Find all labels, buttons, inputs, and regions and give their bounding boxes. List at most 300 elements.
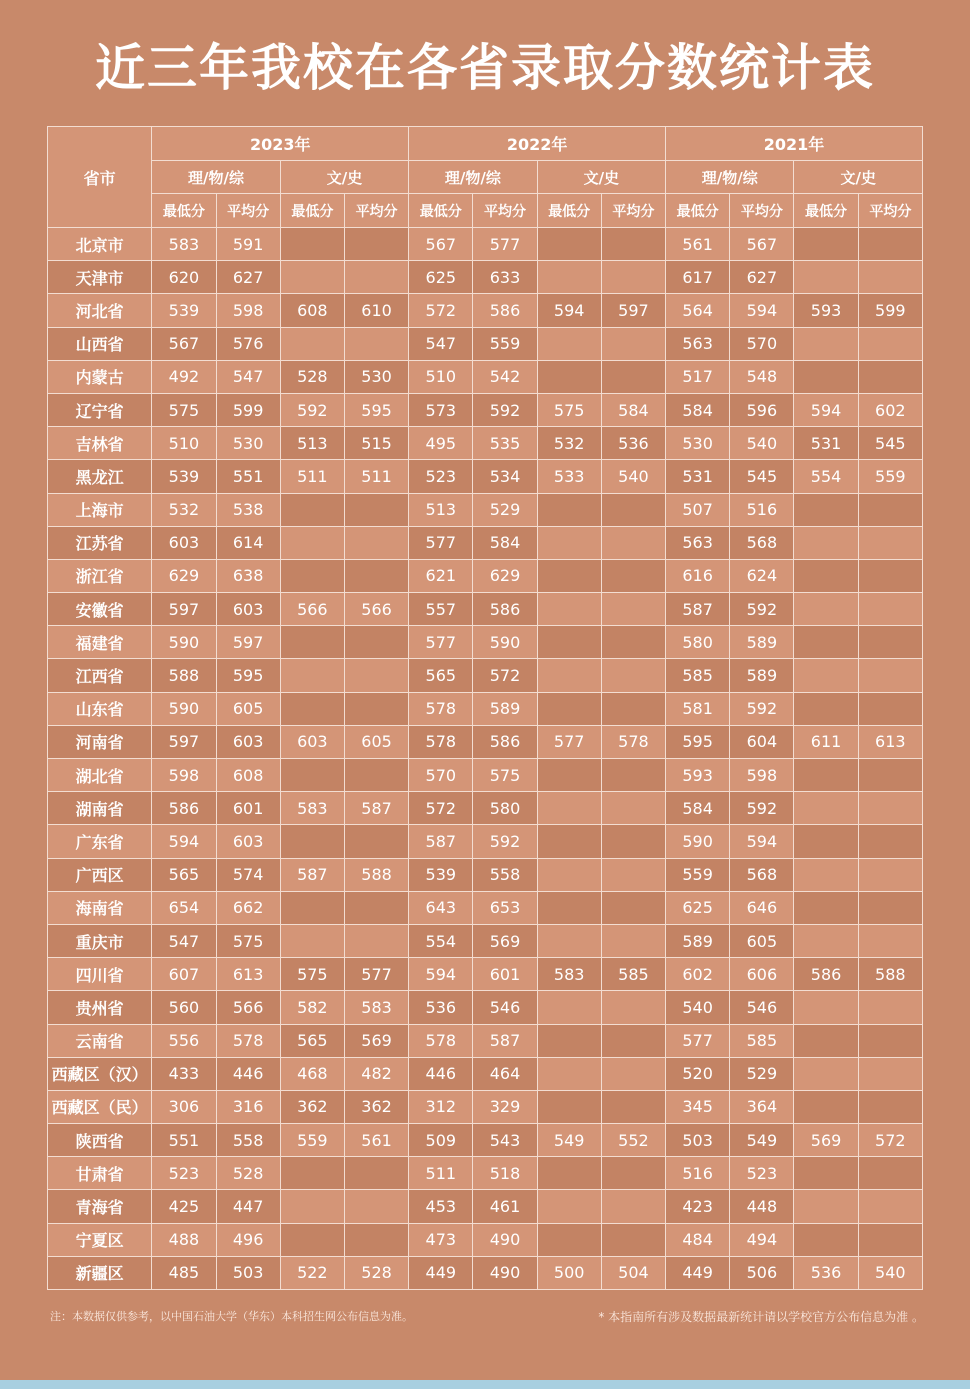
province-cell: 河北省 [48, 294, 152, 327]
min-score-cell: 611 [794, 725, 858, 758]
min-score-cell: 575 [152, 393, 216, 426]
min-score-cell: 567 [409, 228, 473, 261]
avg-score-cell: 447 [216, 1190, 280, 1223]
min-score-cell: 589 [666, 924, 730, 957]
avg-score-cell [601, 1090, 665, 1123]
min-score-cell [794, 626, 858, 659]
province-cell: 青海省 [48, 1190, 152, 1223]
avg-score-cell: 597 [216, 626, 280, 659]
min-score-cell: 561 [666, 228, 730, 261]
avg-score-cell: 585 [601, 958, 665, 991]
province-cell: 西藏区（汉） [48, 1057, 152, 1090]
min-score-cell: 577 [409, 626, 473, 659]
avg-score-cell: 627 [730, 261, 794, 294]
min-score-cell: 517 [666, 360, 730, 393]
min-score-cell: 532 [152, 493, 216, 526]
avg-score-cell: 529 [473, 493, 537, 526]
avg-score-cell: 490 [473, 1256, 537, 1289]
avg-score-cell: 662 [216, 891, 280, 924]
min-score-cell: 468 [280, 1057, 344, 1090]
avg-score-cell: 590 [473, 626, 537, 659]
avg-score-cell: 596 [730, 393, 794, 426]
avg-score-cell: 546 [473, 991, 537, 1024]
avg-score-cell: 494 [730, 1223, 794, 1256]
min-score-cell [280, 1223, 344, 1256]
min-score-cell: 425 [152, 1190, 216, 1223]
min-score-cell: 557 [409, 593, 473, 626]
min-score-cell: 587 [666, 593, 730, 626]
avg-score-cell: 561 [344, 1124, 408, 1157]
avg-score-cell: 511 [344, 460, 408, 493]
avg-score-cell: 586 [473, 725, 537, 758]
avg-score-cell: 577 [344, 958, 408, 991]
min-score-cell: 532 [537, 427, 601, 460]
min-score-cell [794, 559, 858, 592]
province-cell: 湖北省 [48, 759, 152, 792]
min-score-cell [280, 493, 344, 526]
province-cell: 内蒙古 [48, 360, 152, 393]
avg-score-cell: 586 [473, 593, 537, 626]
min-score-cell [794, 526, 858, 559]
avg-score-cell: 574 [216, 858, 280, 891]
avg-score-cell [858, 1024, 922, 1057]
min-score-cell: 547 [152, 924, 216, 957]
avg-score-cell: 547 [216, 360, 280, 393]
avg-score-cell: 592 [473, 825, 537, 858]
min-score-cell [280, 659, 344, 692]
min-score-cell: 625 [666, 891, 730, 924]
min-score-cell: 565 [409, 659, 473, 692]
avg-score-cell: 464 [473, 1057, 537, 1090]
min-score-cell: 516 [666, 1157, 730, 1190]
table-row [48, 228, 923, 261]
avg-score-cell [858, 1057, 922, 1090]
avg-score-cell [601, 593, 665, 626]
min-score-cell: 577 [409, 526, 473, 559]
table-row [48, 526, 923, 559]
min-score-cell: 362 [280, 1090, 344, 1123]
min-score-cell: 581 [666, 692, 730, 725]
avg-score-cell: 528 [344, 1256, 408, 1289]
min-score-cell [794, 593, 858, 626]
min-score-cell: 492 [152, 360, 216, 393]
avg-score-cell [601, 792, 665, 825]
avg-score-cell: 575 [216, 924, 280, 957]
table-body [48, 228, 923, 1290]
avg-score-cell [344, 891, 408, 924]
avg-score-cell: 568 [730, 858, 794, 891]
min-score-cell: 577 [666, 1024, 730, 1057]
table-row [48, 593, 923, 626]
min-score-cell: 593 [794, 294, 858, 327]
avg-score-cell [601, 692, 665, 725]
min-score-cell: 566 [280, 593, 344, 626]
avg-score-cell: 506 [730, 1256, 794, 1289]
avg-score-cell [344, 924, 408, 957]
avg-score-cell: 646 [730, 891, 794, 924]
table-row [48, 659, 923, 692]
year-header-2023: 2023年 [152, 127, 409, 161]
avg-score-cell [344, 825, 408, 858]
avg-score-cell: 588 [344, 858, 408, 891]
avg-score-cell [601, 559, 665, 592]
avg-score-cell: 592 [473, 393, 537, 426]
min-score-cell: 597 [152, 725, 216, 758]
avg-score-cell: 592 [730, 792, 794, 825]
min-score-cell: 584 [666, 393, 730, 426]
avg-score-cell [601, 261, 665, 294]
avg-score-cell: 515 [344, 427, 408, 460]
min-score-cell: 559 [666, 858, 730, 891]
min-score-cell [280, 261, 344, 294]
province-cell: 四川省 [48, 958, 152, 991]
avg-score-cell [344, 626, 408, 659]
avg-score-cell [858, 493, 922, 526]
track-header-arts: 文/史 [537, 161, 665, 194]
min-score-cell: 586 [152, 792, 216, 825]
avg-score-cell [601, 1057, 665, 1090]
min-score-cell: 583 [152, 228, 216, 261]
min-score-cell: 570 [409, 759, 473, 792]
min-score-cell: 510 [409, 360, 473, 393]
avg-score-cell: 584 [601, 393, 665, 426]
avg-score-cell: 595 [216, 659, 280, 692]
min-score-cell: 559 [280, 1124, 344, 1157]
min-score-cell: 565 [280, 1024, 344, 1057]
min-score-cell [537, 493, 601, 526]
min-score-cell: 575 [280, 958, 344, 991]
min-score-cell [537, 559, 601, 592]
avg-score-cell [344, 327, 408, 360]
avg-score-cell: 566 [344, 593, 408, 626]
min-score-cell [280, 1190, 344, 1223]
min-score-cell: 578 [409, 692, 473, 725]
avg-score-cell: 587 [344, 792, 408, 825]
min-score-cell [537, 659, 601, 692]
min-score-cell [794, 792, 858, 825]
province-cell: 湖南省 [48, 792, 152, 825]
track-header-science: 理/物/综 [666, 161, 794, 194]
min-score-cell: 484 [666, 1223, 730, 1256]
min-score-cell [537, 792, 601, 825]
min-score-cell: 595 [666, 725, 730, 758]
min-score-cell [280, 692, 344, 725]
min-score-cell [280, 626, 344, 659]
province-cell: 西藏区（民） [48, 1090, 152, 1123]
avg-score-cell [344, 1190, 408, 1223]
table-row [48, 692, 923, 725]
min-score-cell [794, 991, 858, 1024]
admission-score-table [47, 126, 923, 1290]
min-score-cell: 583 [537, 958, 601, 991]
avg-score-cell: 601 [473, 958, 537, 991]
min-score-cell: 585 [666, 659, 730, 692]
avg-score-cell [601, 526, 665, 559]
avg-score-cell [858, 792, 922, 825]
province-cell: 吉林省 [48, 427, 152, 460]
avg-score-cell: 559 [473, 327, 537, 360]
avg-score-cell: 566 [216, 991, 280, 1024]
min-score-cell [537, 526, 601, 559]
province-cell: 贵州省 [48, 991, 152, 1024]
avg-score-cell: 638 [216, 559, 280, 592]
min-score-cell: 511 [409, 1157, 473, 1190]
min-score-cell: 528 [280, 360, 344, 393]
province-cell: 甘肃省 [48, 1157, 152, 1190]
province-cell: 北京市 [48, 228, 152, 261]
min-score-cell [280, 327, 344, 360]
min-score-cell: 572 [409, 792, 473, 825]
avg-score-cell: 578 [216, 1024, 280, 1057]
min-score-cell: 446 [409, 1057, 473, 1090]
min-score-cell: 573 [409, 393, 473, 426]
min-score-cell: 572 [409, 294, 473, 327]
min-score-cell [537, 1157, 601, 1190]
avg-score-cell: 523 [730, 1157, 794, 1190]
min-score-cell: 590 [666, 825, 730, 858]
avg-score-cell [858, 526, 922, 559]
min-score-cell: 453 [409, 1190, 473, 1223]
min-score-cell [537, 1057, 601, 1090]
avg-score-cell [601, 891, 665, 924]
avg-score-cell [858, 759, 922, 792]
avg-score-cell: 549 [730, 1124, 794, 1157]
min-score-cell: 569 [794, 1124, 858, 1157]
avg-score-cell [858, 924, 922, 957]
avg-score-cell: 578 [601, 725, 665, 758]
min-score-cell: 580 [666, 626, 730, 659]
min-score-cell: 594 [794, 393, 858, 426]
min-score-cell: 449 [409, 1256, 473, 1289]
min-score-cell: 587 [409, 825, 473, 858]
avg-score-cell [858, 626, 922, 659]
avg-score-cell: 504 [601, 1256, 665, 1289]
province-cell: 重庆市 [48, 924, 152, 957]
min-score-cell [794, 360, 858, 393]
avg-score-cell [344, 1223, 408, 1256]
avg-score-cell: 602 [858, 393, 922, 426]
avg-score-cell: 633 [473, 261, 537, 294]
min-score-cell [794, 493, 858, 526]
avg-score-cell: 591 [216, 228, 280, 261]
min-score-cell: 540 [666, 991, 730, 1024]
avg-score-cell: 603 [216, 593, 280, 626]
province-cell: 山西省 [48, 327, 152, 360]
min-score-cell: 586 [794, 958, 858, 991]
avg-score-cell [344, 659, 408, 692]
track-header-science: 理/物/综 [152, 161, 280, 194]
avg-score-cell: 599 [858, 294, 922, 327]
avg-score-cell: 362 [344, 1090, 408, 1123]
avg-score-cell: 558 [473, 858, 537, 891]
metric-header-avg: 平均分 [730, 194, 794, 228]
avg-score-cell [858, 261, 922, 294]
min-score-cell: 567 [152, 327, 216, 360]
min-score-cell [280, 228, 344, 261]
min-score-cell [794, 1090, 858, 1123]
province-cell: 辽宁省 [48, 393, 152, 426]
metric-header-min: 最低分 [152, 194, 216, 228]
table-row [48, 924, 923, 957]
avg-score-cell [601, 327, 665, 360]
avg-score-cell: 604 [730, 725, 794, 758]
province-cell: 海南省 [48, 891, 152, 924]
metric-header-avg: 平均分 [601, 194, 665, 228]
avg-score-cell [858, 991, 922, 1024]
avg-score-cell [858, 1090, 922, 1123]
table-row [48, 493, 923, 526]
avg-score-cell: 586 [473, 294, 537, 327]
min-score-cell [794, 1190, 858, 1223]
min-score-cell [537, 692, 601, 725]
footnote-right: * 本指南所有涉及数据最新统计请以学校官方公布信息为准 。 [598, 1310, 924, 1324]
min-score-cell: 602 [666, 958, 730, 991]
avg-score-cell [601, 493, 665, 526]
province-cell: 黑龙江 [48, 460, 152, 493]
min-score-cell [537, 759, 601, 792]
table-row [48, 1190, 923, 1223]
min-score-cell: 433 [152, 1057, 216, 1090]
avg-score-cell: 518 [473, 1157, 537, 1190]
metric-header-avg: 平均分 [216, 194, 280, 228]
min-score-cell: 584 [666, 792, 730, 825]
min-score-cell: 554 [794, 460, 858, 493]
min-score-cell: 511 [280, 460, 344, 493]
min-score-cell: 598 [152, 759, 216, 792]
province-cell: 江西省 [48, 659, 152, 692]
min-score-cell: 617 [666, 261, 730, 294]
avg-score-cell [858, 891, 922, 924]
min-score-cell [794, 1057, 858, 1090]
min-score-cell [794, 1223, 858, 1256]
avg-score-cell: 529 [730, 1057, 794, 1090]
province-cell: 云南省 [48, 1024, 152, 1057]
min-score-cell [537, 1024, 601, 1057]
min-score-cell: 603 [280, 725, 344, 758]
min-score-cell: 536 [409, 991, 473, 1024]
min-score-cell: 629 [152, 559, 216, 592]
avg-score-cell [858, 360, 922, 393]
table-row [48, 1223, 923, 1256]
avg-score-cell [601, 825, 665, 858]
avg-score-cell: 601 [216, 792, 280, 825]
avg-score-cell [858, 559, 922, 592]
min-score-cell: 473 [409, 1223, 473, 1256]
avg-score-cell: 589 [730, 626, 794, 659]
avg-score-cell: 496 [216, 1223, 280, 1256]
min-score-cell: 643 [409, 891, 473, 924]
province-cell: 福建省 [48, 626, 152, 659]
avg-score-cell: 592 [730, 692, 794, 725]
min-score-cell [537, 1223, 601, 1256]
min-score-cell: 578 [409, 725, 473, 758]
min-score-cell: 485 [152, 1256, 216, 1289]
min-score-cell: 621 [409, 559, 473, 592]
min-score-cell: 345 [666, 1090, 730, 1123]
table-row [48, 626, 923, 659]
avg-score-cell: 614 [216, 526, 280, 559]
metric-header-min: 最低分 [537, 194, 601, 228]
min-score-cell: 563 [666, 327, 730, 360]
avg-score-cell: 551 [216, 460, 280, 493]
avg-score-cell: 594 [730, 294, 794, 327]
avg-score-cell [601, 626, 665, 659]
avg-score-cell: 543 [473, 1124, 537, 1157]
avg-score-cell: 587 [473, 1024, 537, 1057]
avg-score-cell: 569 [473, 924, 537, 957]
min-score-cell: 531 [666, 460, 730, 493]
avg-score-cell [858, 692, 922, 725]
avg-score-cell [858, 327, 922, 360]
min-score-cell: 500 [537, 1256, 601, 1289]
province-cell: 浙江省 [48, 559, 152, 592]
min-score-cell [794, 692, 858, 725]
min-score-cell: 513 [280, 427, 344, 460]
min-score-cell: 551 [152, 1124, 216, 1157]
min-score-cell [537, 891, 601, 924]
metric-header-min: 最低分 [794, 194, 858, 228]
min-score-cell: 587 [280, 858, 344, 891]
avg-score-cell: 575 [473, 759, 537, 792]
avg-score-cell [601, 659, 665, 692]
avg-score-cell: 598 [216, 294, 280, 327]
year-header-2021: 2021年 [666, 127, 923, 161]
table-row [48, 460, 923, 493]
avg-score-cell: 559 [858, 460, 922, 493]
avg-score-cell [601, 759, 665, 792]
min-score-cell: 608 [280, 294, 344, 327]
min-score-cell: 556 [152, 1024, 216, 1057]
table-row [48, 1157, 923, 1190]
avg-score-cell: 598 [730, 759, 794, 792]
min-score-cell: 306 [152, 1090, 216, 1123]
avg-score-cell: 516 [730, 493, 794, 526]
table-row [48, 393, 923, 426]
province-cell: 天津市 [48, 261, 152, 294]
table-row [48, 858, 923, 891]
avg-score-cell [344, 493, 408, 526]
min-score-cell: 590 [152, 626, 216, 659]
avg-score-cell: 588 [858, 958, 922, 991]
min-score-cell: 578 [409, 1024, 473, 1057]
year-header-2022: 2022年 [409, 127, 666, 161]
avg-score-cell [858, 825, 922, 858]
track-header-science: 理/物/综 [409, 161, 537, 194]
min-score-cell: 654 [152, 891, 216, 924]
min-score-cell: 547 [409, 327, 473, 360]
avg-score-cell: 545 [858, 427, 922, 460]
min-score-cell: 588 [152, 659, 216, 692]
table-row [48, 991, 923, 1024]
avg-score-cell: 585 [730, 1024, 794, 1057]
avg-score-cell [601, 1190, 665, 1223]
metric-header-min: 最低分 [666, 194, 730, 228]
table-row [48, 958, 923, 991]
avg-score-cell [344, 526, 408, 559]
table-row [48, 1124, 923, 1157]
province-cell: 上海市 [48, 493, 152, 526]
avg-score-cell [601, 858, 665, 891]
avg-score-cell [858, 659, 922, 692]
min-score-cell: 449 [666, 1256, 730, 1289]
avg-score-cell: 629 [473, 559, 537, 592]
avg-score-cell: 503 [216, 1256, 280, 1289]
min-score-cell: 625 [409, 261, 473, 294]
avg-score-cell: 624 [730, 559, 794, 592]
avg-score-cell: 592 [730, 593, 794, 626]
province-cell: 山东省 [48, 692, 152, 725]
avg-score-cell [858, 228, 922, 261]
